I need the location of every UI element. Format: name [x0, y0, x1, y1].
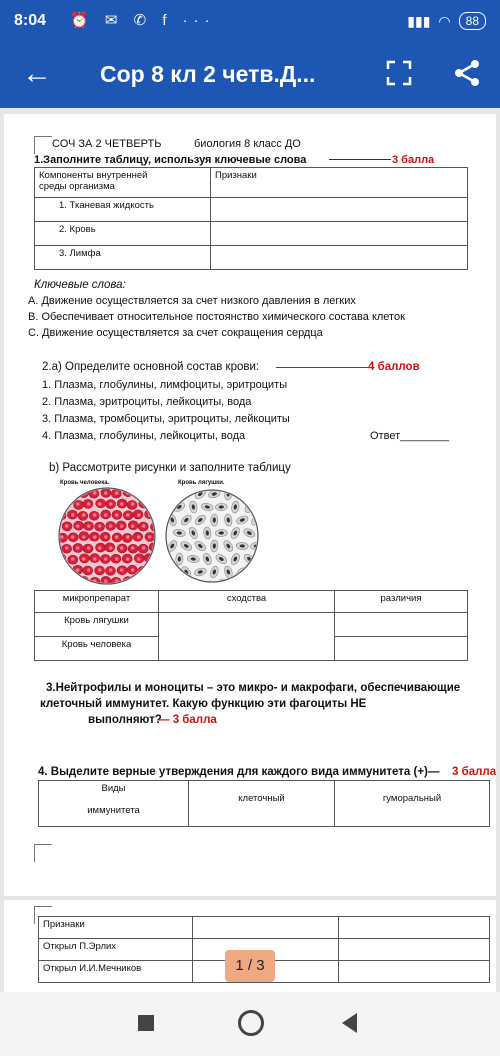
frog-blood-label: Кровь лягушки.	[178, 480, 225, 486]
q2b-header-specimen: микропрепарат	[35, 591, 159, 613]
q1-dash	[329, 159, 391, 160]
page-indicator: 1 / 3	[225, 950, 275, 982]
q1-title: 1.Заполните таблицу, используя ключевые слова	[34, 154, 307, 166]
q3-line2: клеточный иммунитет. Какую функцию эти фагоциты НЕ	[40, 698, 367, 710]
q1-row-label: 3. Лимфа	[35, 246, 211, 270]
q2b-header-similarities: сходства	[159, 591, 335, 613]
clock: 8:04	[14, 12, 47, 29]
document-page-1	[4, 114, 496, 896]
q2a-dash	[276, 367, 368, 368]
q2a-title: 2.а) Определите основной состав крови:	[42, 361, 260, 373]
q2b-header-differences: различия	[335, 591, 468, 613]
back-button[interactable]	[342, 1013, 357, 1033]
q4-col2-header: клеточный	[189, 781, 335, 827]
human-blood-image	[52, 486, 162, 586]
q1-table	[34, 167, 468, 270]
status-bar	[0, 0, 500, 44]
q2b-table	[34, 590, 468, 661]
keyword-c: С. Движение осуществляется за счет сокращения сердца	[28, 327, 323, 339]
battery-icon: 88	[459, 12, 486, 30]
q1-col2-header: Признаки	[211, 168, 468, 198]
q2a-points: 4 баллов	[368, 361, 420, 373]
wifi-icon: ◠	[438, 12, 451, 29]
q1-cell	[211, 246, 468, 270]
q2b-row-frog: Кровь лягушки	[35, 613, 159, 637]
q4-cell	[193, 917, 339, 939]
q4-table	[38, 780, 490, 827]
recents-button[interactable]	[138, 1015, 154, 1031]
q3-points: — 3 балла	[158, 714, 217, 726]
q2a-option-3: 3. Плазма, тромбоциты, эритроциты, лейкоциты	[42, 413, 290, 425]
q2a-option-2: 2. Плазма, эритроциты, лейкоциты, вода	[42, 396, 252, 408]
q4-row-label: Признаки	[39, 917, 193, 939]
q1-cell	[211, 222, 468, 246]
q1-row-label: 2. Кровь	[35, 222, 211, 246]
app-bar	[0, 44, 500, 108]
doc-header-right: биология 8 класс ДО	[194, 138, 301, 150]
q1-col1-header: Компоненты внутренней среды организма	[35, 168, 211, 198]
frog-blood-image	[162, 486, 262, 586]
q4-row-label: Открыл П.Эрлих	[39, 939, 193, 961]
doc-header-left: СОЧ ЗА 2 ЧЕТВЕРТЬ	[52, 138, 162, 150]
crop-mark	[34, 136, 52, 154]
q2a-option-4: 4. Плазма, глобулины, лейкоциты, вода	[42, 430, 246, 442]
notification-icons: ⏰ ✉ ✆ f ···	[70, 12, 216, 29]
q4-title: 4. Выделите верные утверждения для каждого вида иммунитета (+)—	[38, 766, 440, 778]
q2a-option-1: 1. Плазма, глобулины, лимфоциты, эритроциты	[42, 379, 288, 391]
q3-line3: выполняют?	[88, 714, 162, 726]
system-icons	[407, 12, 486, 30]
q4-points: 3 балла	[452, 766, 496, 778]
q2b-cell	[335, 637, 468, 661]
share-icon[interactable]	[452, 58, 482, 88]
document-title: Сор 8 кл 2 четв.Д...	[100, 61, 316, 87]
keyword-b: В. Обеспечивает относительное постоянство химического состава клеток	[28, 311, 405, 323]
q2b-title: b) Рассмотрите рисунки и заполните таблицу	[49, 462, 291, 474]
q2b-similarities-cell	[159, 613, 335, 661]
back-arrow-icon[interactable]: ←	[22, 57, 52, 90]
home-button[interactable]	[238, 1010, 264, 1036]
crop-mark	[34, 844, 52, 862]
keyword-a: А. Движение осуществляется за счет низкого давления в легких	[28, 295, 356, 307]
q2a-answer: Ответ________	[370, 430, 450, 442]
q4-cell	[339, 917, 490, 939]
q4-cell	[339, 961, 490, 983]
q4-col3-header: гуморальный	[335, 781, 490, 827]
signal-icon: ▮▮▮	[407, 12, 431, 29]
q4-row-label: Открыл И.И.Мечников	[39, 961, 193, 983]
q3-line1: 3.Нейтрофилы и моноциты – это микро- и макрофаги, обеспечивающие	[46, 682, 461, 694]
q1-cell	[211, 198, 468, 222]
q1-points: 3 балла	[392, 154, 435, 166]
keywords-title: Ключевые слова:	[34, 279, 126, 291]
fullscreen-icon[interactable]	[386, 60, 412, 86]
q4-col1-header: Виды иммунитета	[39, 781, 189, 827]
q4-cell	[339, 939, 490, 961]
human-blood-label: Кровь человека.	[60, 480, 110, 486]
q2b-cell	[335, 613, 468, 637]
q2b-row-human: Кровь человека	[35, 637, 159, 661]
q1-row-label: 1. Тканевая жидкость	[35, 198, 211, 222]
